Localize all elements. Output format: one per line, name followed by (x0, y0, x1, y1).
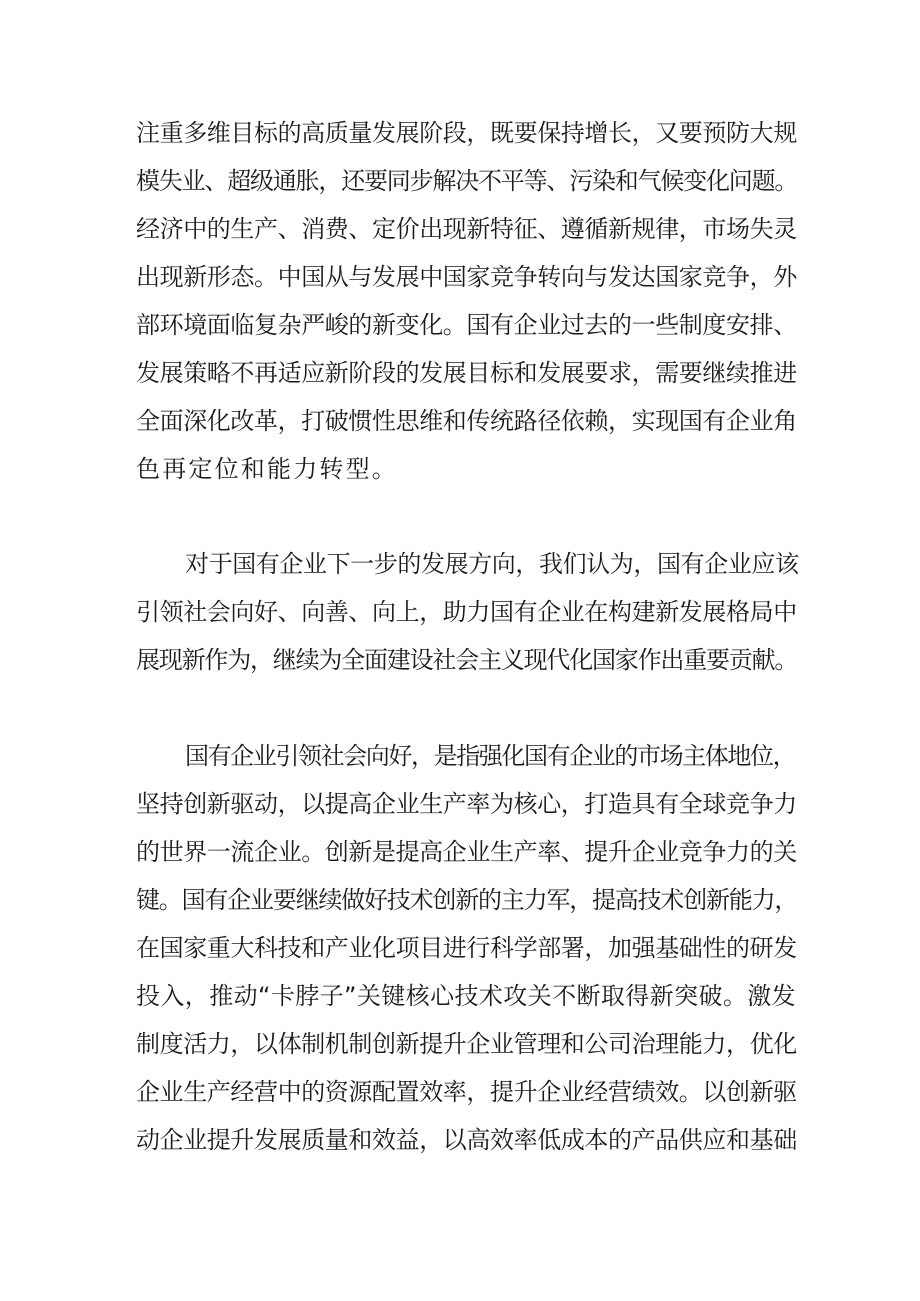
paragraph-2-line-1: 对于国有企业下一步的发展方向，我们认为，国有企业应该 (185, 550, 799, 578)
paragraph-2-line-3: 展现新作为，继续为全面建设社会主义现代化国家作出重要贡献。 (136, 646, 798, 674)
paragraph-3-line-1: 国有企业引领社会向好，是指强化国有企业的市场主体地位， (185, 742, 796, 770)
paragraph-1-line-1: 注重多维目标的高质量发展阶段，既要保持增长，又要预防大规 (136, 119, 797, 147)
paragraph-1-line-8: 色再定位和能力转型。 (136, 455, 398, 483)
paragraph-1-line-7: 全面深化改革，打破惯性思维和传统路径依赖，实现国有企业角 (136, 407, 797, 435)
paragraph-3-line-3: 的世界一流企业。创新是提高企业生产率、提升企业竞争力的关 (136, 838, 797, 866)
paragraph-1-line-2: 模失业、超级通胀，还要同步解决不平等、污染和气候变化问题。 (136, 167, 798, 195)
paragraph-3-line-8: 企业生产经营中的资源配置效率，提升企业经营绩效。以创新驱 (136, 1078, 797, 1106)
paragraph-3-line-9: 动企业提升发展质量和效益，以高效率低成本的产品供应和基础 (136, 1126, 797, 1154)
paragraph-3-line-7: 制度活力，以体制机制创新提升企业管理和公司治理能力，优化 (136, 1030, 797, 1058)
paragraph-3-line-2: 坚持创新驱动，以提高企业生产率为核心，打造具有全球竞争力 (136, 790, 797, 818)
paragraph-1-line-5: 部环境面临复杂严峻的新变化。国有企业过去的一些制度安排、 (136, 311, 797, 339)
paragraph-3-line-4: 键。国有企业要继续做好技术创新的主力军，提高技术创新能力， (136, 886, 798, 914)
paragraph-1-line-4: 出现新形态。中国从与发展中国家竞争转向与发达国家竞争，外 (136, 263, 797, 291)
paragraph-3-line-6: 投入，推动“卡脖子”关键核心技术攻关不断取得新突破。激发 (136, 982, 797, 1010)
paragraph-3-line-5: 在国家重大科技和产业化项目进行科学部署，加强基础性的研发 (136, 934, 797, 962)
paragraph-2-line-2: 引领社会向好、向善、向上，助力国有企业在构建新发展格局中 (136, 598, 797, 626)
paragraph-1-line-6: 发展策略不再适应新阶段的发展目标和发展要求，需要继续推进 (136, 359, 797, 387)
paragraph-1-line-3: 经济中的生产、消费、定价出现新特征、遵循新规律，市场失灵 (136, 215, 797, 243)
